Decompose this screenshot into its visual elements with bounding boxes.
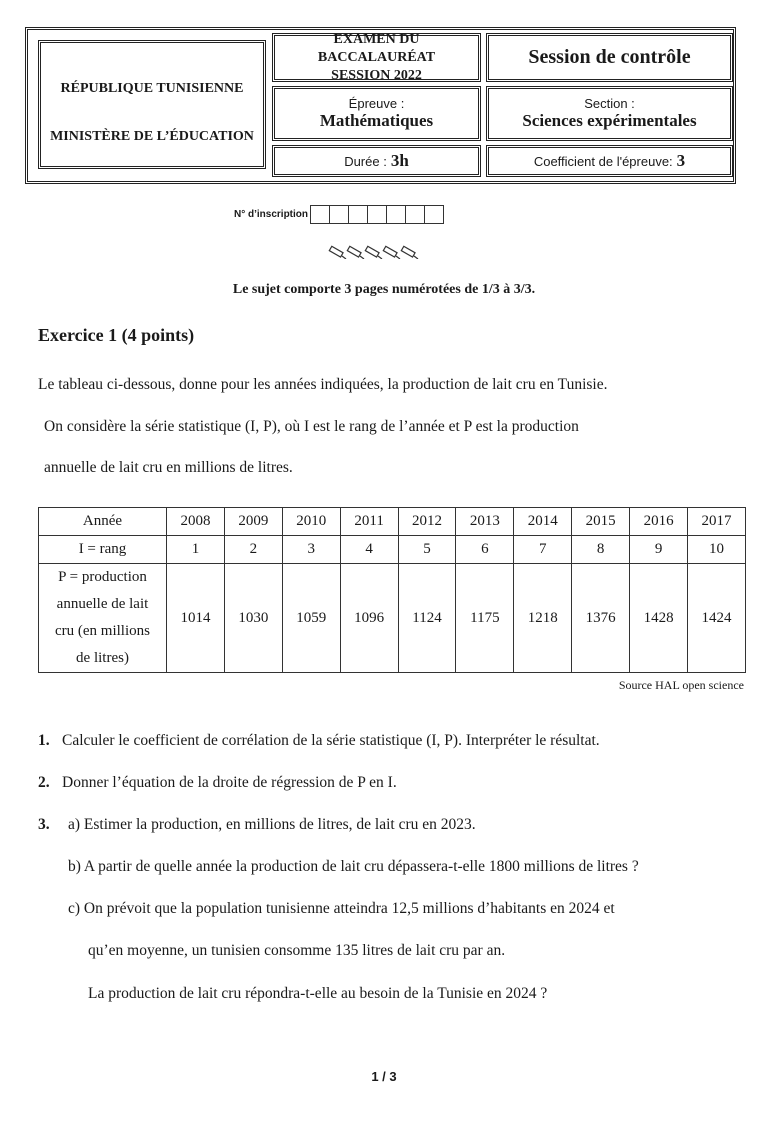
coefficient-box (486, 145, 733, 177)
exam-title: EXAMEN DU BACCALAURÉAT (317, 31, 436, 65)
rank-cell: 8 (572, 536, 630, 564)
table-row-production (39, 564, 746, 673)
inscription-digit-box[interactable] (367, 205, 387, 224)
inscription-boxes[interactable] (310, 205, 444, 226)
row-label-production (39, 564, 167, 673)
inscription-digit-box[interactable] (424, 205, 444, 224)
exercise-intro-1: Le tableau ci-dessous, donne pour les années indiquées, la production de lait cru en Tunisie. (38, 376, 608, 393)
question-number: 1. (38, 732, 50, 749)
exam-title-box (272, 33, 481, 82)
production-cell: 1014 (167, 564, 225, 673)
exam-session-year: SESSION 2022 (331, 67, 422, 83)
ministry-label: MINISTÈRE DE L’ÉDUCATION (50, 129, 254, 144)
production-cell: 1059 (282, 564, 340, 673)
rank-cell: 7 (514, 536, 572, 564)
epreuve-box (272, 86, 481, 141)
session-title: Session de contrôle (528, 46, 691, 68)
republic-label: RÉPUBLIQUE TUNISIENNE (60, 81, 244, 96)
year-cell: 2009 (224, 508, 282, 536)
inscription-digit-box[interactable] (405, 205, 425, 224)
production-cell: 1428 (630, 564, 688, 673)
question-1: Calculer le coefficient de corrélation de la série statistique (I, P). Interpréter le résultat. (62, 732, 600, 749)
year-cell: 2016 (630, 508, 688, 536)
inscription-digit-box[interactable] (329, 205, 349, 224)
pencil-decoration-icon (328, 243, 424, 259)
rank-cell: 6 (456, 536, 514, 564)
table-source: Source HAL open science (618, 678, 744, 692)
row-label-line: de litres) (76, 650, 129, 666)
table-row-rank (39, 536, 746, 564)
exercise-intro-2: On considère la série statistique (I, P), où I est le rang de l’année et P est la production (44, 418, 579, 435)
row-label-line: annuelle de lait (56, 596, 149, 612)
epreuve-value: Mathématiques (319, 111, 434, 130)
rank-cell: 9 (630, 536, 688, 564)
inscription-digit-box[interactable] (386, 205, 406, 224)
production-cell: 1376 (572, 564, 630, 673)
epreuve-label: Épreuve : (348, 96, 405, 111)
production-cell: 1096 (340, 564, 398, 673)
exercise-title: Exercice 1 (4 points) (38, 325, 195, 345)
question-3b: b) A partir de quelle année la production de lait cru dépassera-t-elle 1800 millions de litres ? (68, 858, 639, 875)
duree-label: Durée : (344, 153, 387, 169)
question-3c-line3: La production de lait cru répondra-t-elle au besoin de la Tunisie en 2024 ? (88, 985, 548, 1002)
inscription-digit-box[interactable] (310, 205, 330, 224)
coefficient-label: Coefficient de l'épreuve: (533, 153, 673, 169)
inscription-digit-box[interactable] (348, 205, 368, 224)
exercise-intro-3: annuelle de lait cru en millions de litres. (44, 459, 293, 476)
issuer-block (38, 40, 266, 169)
question-3c-line2: qu’en moyenne, un tunisien consomme 135 litres de lait cru par an. (88, 942, 506, 959)
year-cell: 2017 (688, 508, 746, 536)
year-cell: 2014 (514, 508, 572, 536)
session-box (486, 33, 733, 82)
duree-value: 3h (390, 151, 409, 170)
rank-cell: 1 (167, 536, 225, 564)
exam-header (25, 27, 736, 184)
year-cell: 2015 (572, 508, 630, 536)
rank-cell: 5 (398, 536, 456, 564)
question-number: 2. (38, 774, 50, 791)
question-3a: a) Estimer la production, en millions de litres, de lait cru en 2023. (68, 816, 476, 833)
year-cell: 2008 (167, 508, 225, 536)
production-cell: 1175 (456, 564, 514, 673)
question-3c-line1: c) On prévoit que la population tunisienne atteindra 12,5 millions d’habitants en 2024 et (68, 900, 615, 917)
year-cell: 2010 (282, 508, 340, 536)
table-row-year (39, 508, 746, 536)
rank-cell: 10 (688, 536, 746, 564)
production-cell: 1424 (688, 564, 746, 673)
year-cell: 2012 (398, 508, 456, 536)
row-label-year: Année (39, 508, 167, 536)
production-table (38, 507, 746, 673)
row-label-rank: I = rang (39, 536, 167, 564)
inscription-label: N° d’inscription (234, 209, 308, 220)
production-cell: 1124 (398, 564, 456, 673)
year-cell: 2013 (456, 508, 514, 536)
rank-cell: 2 (224, 536, 282, 564)
year-cell: 2011 (340, 508, 398, 536)
production-cell: 1218 (514, 564, 572, 673)
question-2: Donner l’équation de la droite de régression de P en I. (62, 774, 397, 791)
production-cell: 1030 (224, 564, 282, 673)
section-box (486, 86, 733, 141)
coefficient-value: 3 (676, 151, 686, 170)
row-label-line: cru (en millions (55, 623, 150, 639)
duree-box (272, 145, 481, 177)
question-number: 3. (38, 816, 50, 833)
rank-cell: 4 (340, 536, 398, 564)
page-number: 1 / 3 (371, 1069, 397, 1084)
row-label-line: P = production (58, 569, 147, 585)
pages-note: Le sujet comporte 3 pages numérotées de 1/3 à 3/3. (232, 282, 536, 297)
rank-cell: 3 (282, 536, 340, 564)
section-value: Sciences expérimentales (522, 111, 697, 130)
section-label: Section : (584, 96, 635, 111)
